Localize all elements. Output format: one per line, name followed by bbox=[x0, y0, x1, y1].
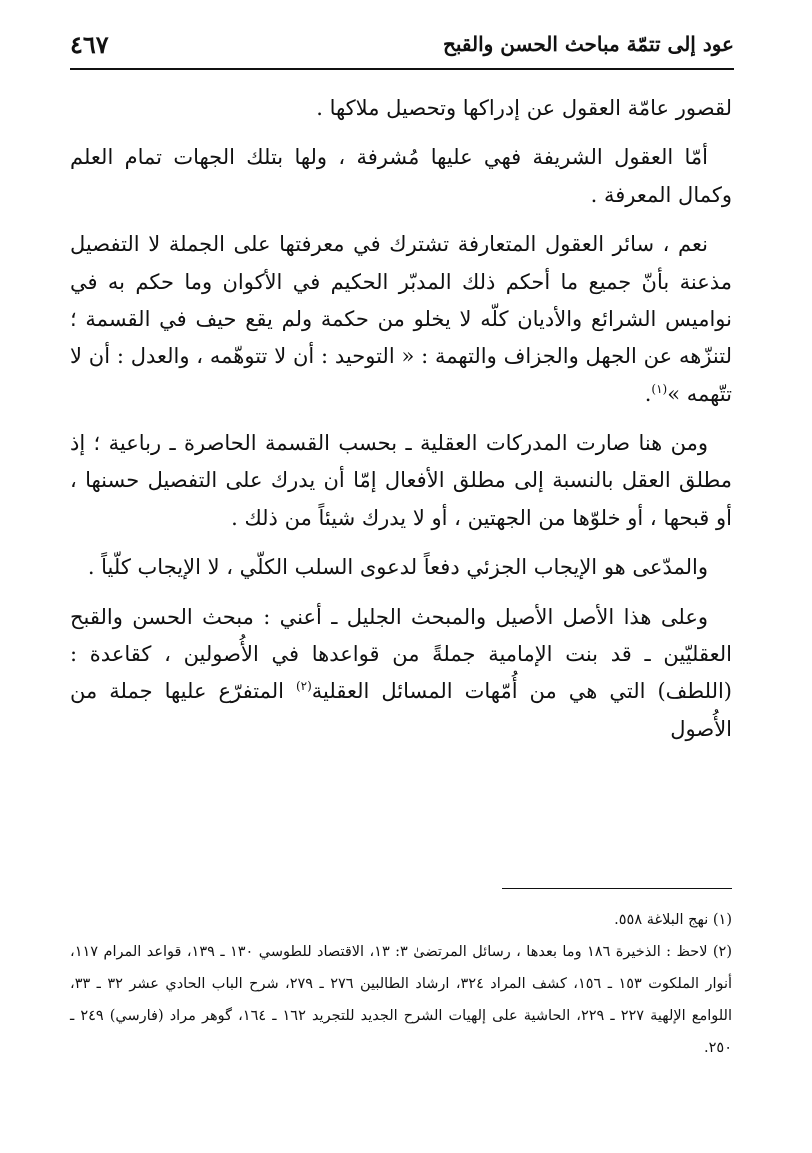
footnote-ref-1: (١) bbox=[651, 381, 668, 396]
running-title: عود إلى تتمّة مباحث الحسن والقبح bbox=[442, 32, 734, 56]
paragraph-6-end: المتفرّع عليها جملة من الأُصول bbox=[70, 679, 732, 741]
paragraph-1: لقصور عامّة العقول عن إدراكها وتحصيل ملاكها . bbox=[316, 96, 732, 120]
paragraph-3-text: نعم ، سائر العقول المتعارفة تشترك في معرفتها على الجملة لا التفصيل مذعنة بأنّ جميع ما أحكم ذلك المدبّر الحكيم في الأكوان وما حكم به في نواميس الشرائع والأديان كلّه لا يخلو من حكمة ولم يقع حيف في القسمة ؛ لتنزّهه عن الجهل والجزاف والتهمة : « التوحيد : أن لا تتوهّمه ، والعدل : أن لا تتّهمه » bbox=[70, 232, 732, 406]
footnote-2: (٢) لاحظ : الذخيرة ١٨٦ وما بعدها ، رسائل المرتضىٰ ٣: ١٣، الاقتصاد للطوسي ١٣٠ ـ ١٣٩، قواعد المرام ١١٧، أنوار الملكوت ١٥٣ ـ ١٥٦، كشف المراد ٣٢٤، ارشاد الطالبين ٢٧٦ ـ ٢٧٩، شرح الباب الحادي عشر ٣٢ ـ ٣٣، اللوامع الإلهية ٢٢٧ ـ ٢٢٩، الحاشية على إلهيات الشرح الجديد للتجريد ١٦٢ ـ ١٦٤، گوهر مراد (فارسي) ٢٤٩ ـ ٢٥٠. bbox=[70, 943, 733, 1056]
paragraph-6 bbox=[70, 599, 732, 749]
footnote-1: (١) نهج البلاغة ٥٥٨. bbox=[614, 912, 732, 928]
paragraph-4: ومن هنا صارت المدركات العقلية ـ بحسب القسمة الحاصرة ـ رباعية ؛ إذ مطلق العقل بالنسبة إلى مطلق الأفعال إمّا أن يدرك على التفصيل حسنها ، أو قبحها ، أو خلوّها من الجهتين ، أو لا يدرك شيئاً من ذلك . bbox=[70, 431, 732, 530]
main-text bbox=[70, 90, 732, 760]
header-rule bbox=[70, 68, 734, 70]
footnote-separator bbox=[502, 888, 732, 889]
paragraph-2: أمّا العقول الشريفة فهي عليها مُشرفة ، ولها بتلك الجهات تمام العلم وكمال المعرفة . bbox=[70, 145, 732, 207]
footnotes bbox=[70, 905, 732, 1064]
paragraph-3 bbox=[70, 226, 732, 413]
paragraph-3-end: . bbox=[644, 381, 652, 406]
page-header bbox=[70, 28, 734, 66]
page-number: ٤٦٧ bbox=[70, 30, 109, 59]
footnote-ref-2: (٢) bbox=[295, 679, 312, 694]
paragraph-6-text: وعلى هذا الأصل الأصيل والمبحث الجليل ـ أعني : مبحث الحسن والقبح العقليّين ـ قد بنت الإمامية جملةً من قواعدها في الأُصولين ، كقاعدة : (اللطف) التي هي من أُمّهات المسائل العقلية bbox=[70, 604, 732, 704]
paragraph-5: والمدّعى هو الإيجاب الجزئي دفعاً لدعوى السلب الكلّي ، لا الإيجاب كلّياً . bbox=[87, 555, 708, 580]
